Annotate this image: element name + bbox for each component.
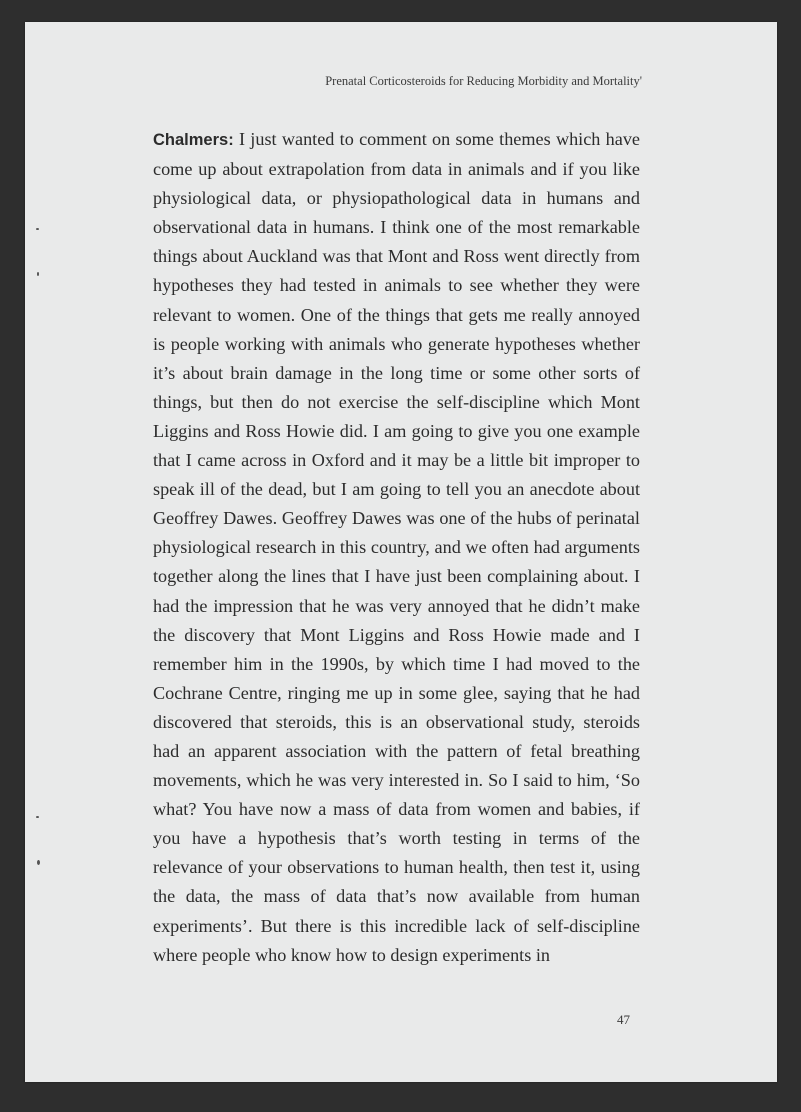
page-number: 47 bbox=[617, 1012, 630, 1027]
scan-speck bbox=[36, 228, 39, 230]
document-page bbox=[25, 22, 777, 1082]
scan-speck bbox=[37, 860, 40, 865]
speaker-name: Chalmers: bbox=[153, 131, 234, 149]
scan-speck bbox=[36, 816, 39, 818]
paragraph-text: I just wanted to comment on some themes which have come up about extrapolation from data in animals and if you like physiological data, or physiopathological data in humans and observational data in humans. I think one of the most remarkable things about Auckland was that Mont and Ross went directly from hypotheses they had tested in animals to see whether they were relevant to women. One of the things that gets me really annoyed is people working with animals who generate hypotheses whether it’s about brain damage in the long time or some other sorts of things, but then do not exercise the self-discipline which Mont Liggins and Ross Howie did. I am going to give you one example that I came across in Oxford and it may be a little bit improper to speak ill of the dead, but I am going to tell you an anecdote about Geoffrey Dawes. Geoffrey Dawes was one of the hubs of perinatal physiological research in this country, and we often had arguments together along the lines that I have just been complaining about. I had the impression that he was very annoyed that he didn’t make the discovery that Mont Liggins and Ross Howie made and I remember him in the 1990s, by which time I had moved to the Cochrane Centre, ringing me up in some glee, saying that he had discovered that steroids, this is an observational study, steroids had an apparent association with the pattern of fetal breathing movements, which he was very interested in. So I said to him, ‘So what? You have now a mass of data from women and babies, if you have a hypothesis that’s worth testing in terms of the relevance of your observations to human health, then test it, using the data, the mass of data that’s now available from human experiments’. But there is this incredible lack of self-discipline where people who know how to design experiments in bbox=[153, 129, 640, 965]
body-paragraph bbox=[153, 125, 640, 970]
running-header: Prenatal Corticosteroids for Reducing Morbidity and Mortality' bbox=[325, 74, 642, 88]
scan-speck bbox=[37, 272, 39, 276]
